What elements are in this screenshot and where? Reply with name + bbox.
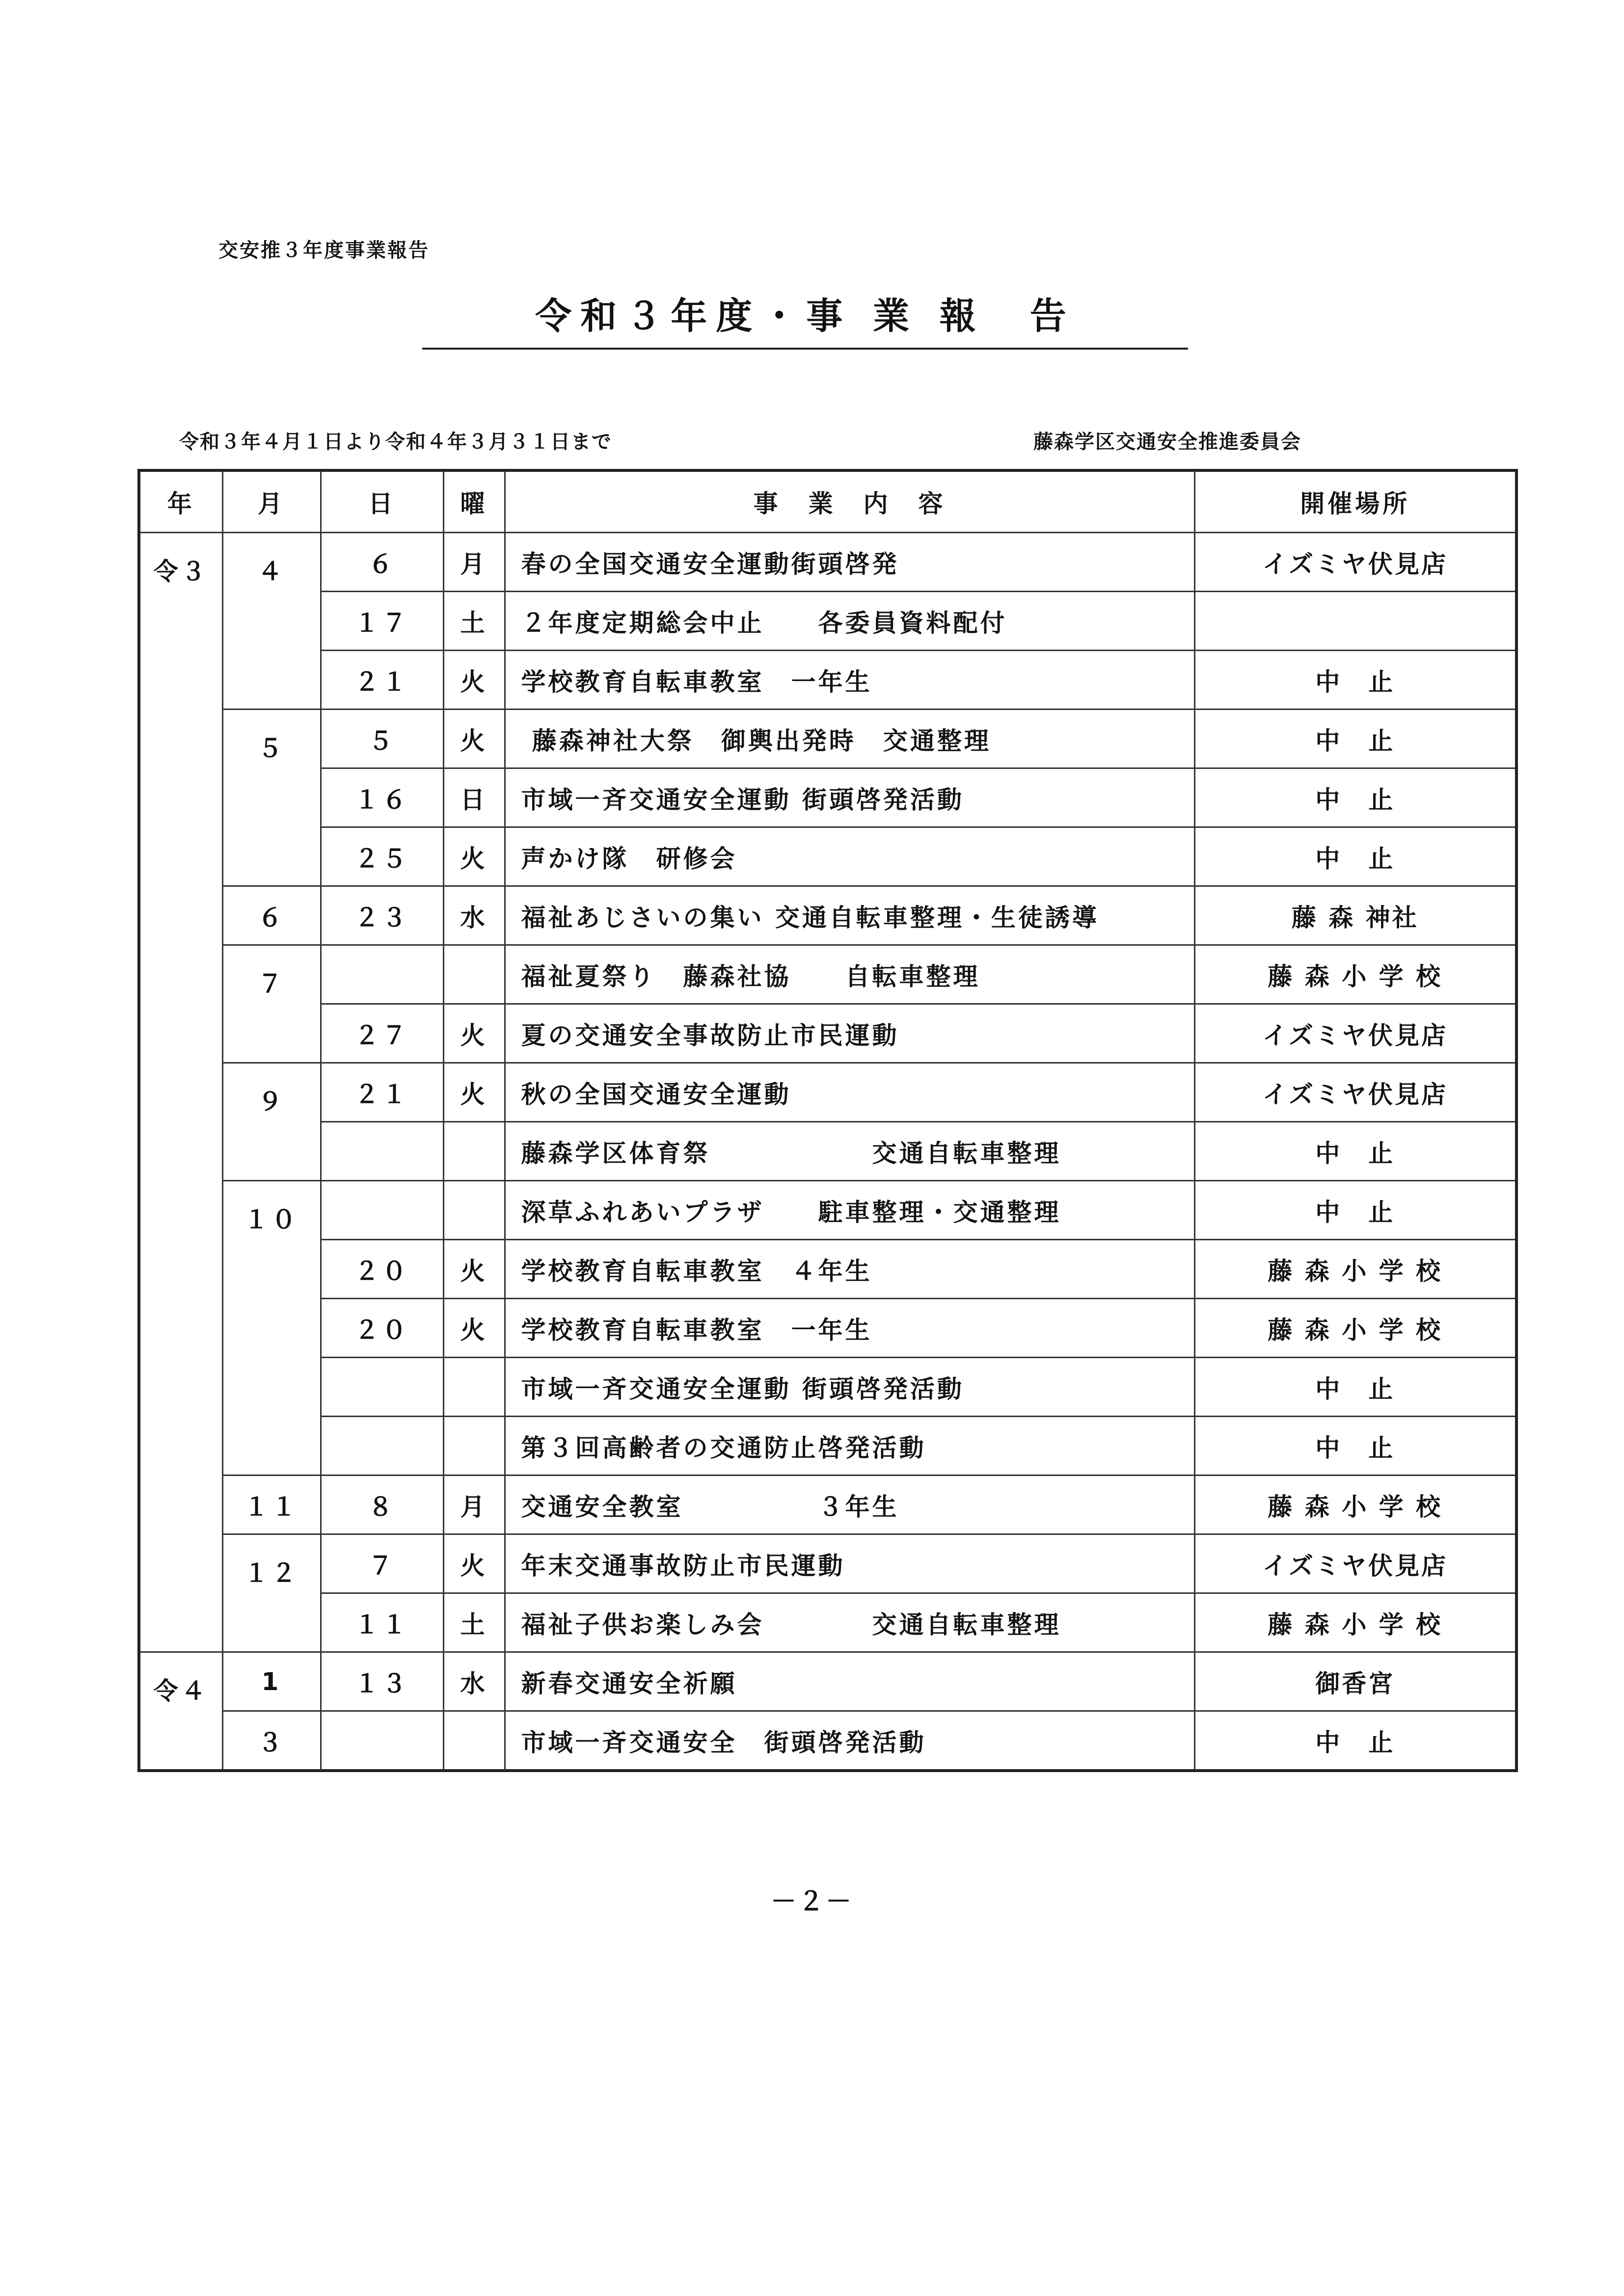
weekday-cell: 火 (443, 1240, 505, 1299)
weekday-cell: 火 (443, 1299, 505, 1358)
day-cell: ２１ (321, 1063, 443, 1122)
place-cell: イズミヤ伏見店 (1194, 1004, 1516, 1063)
content-cell: 秋の全国交通安全運動 (505, 1063, 1194, 1122)
weekday-cell: 土 (443, 592, 505, 651)
content-cell: 市域一斉交通安全運動 街頭啓発活動 (505, 1358, 1194, 1417)
month-cell: 1 (222, 1652, 321, 1711)
table-row (139, 592, 1516, 651)
day-cell: ２３ (321, 886, 443, 945)
content-cell: 藤森学区体育祭 交通自転車整理 (505, 1122, 1194, 1181)
column-header-year: 年 (139, 470, 222, 533)
table-row (139, 1652, 1516, 1711)
weekday-cell: 火 (443, 1004, 505, 1063)
day-cell (321, 1417, 443, 1476)
table-row (139, 651, 1516, 710)
place-cell: 中 止 (1194, 1122, 1516, 1181)
column-header-weekday: 曜 (443, 470, 505, 533)
month-cell: ３ (222, 1711, 321, 1771)
month-cell: ９ (222, 1063, 321, 1181)
place-cell: イズミヤ伏見店 (1194, 533, 1516, 592)
day-cell: １１ (321, 1593, 443, 1652)
weekday-cell (443, 1122, 505, 1181)
content-cell: 福祉夏祭り 藤森社協 自転車整理 (505, 945, 1194, 1004)
content-cell: ２年度定期総会中止 各委員資料配付 (505, 592, 1194, 651)
organization-name: 藤森学区交通安全推進委員会 (1033, 431, 1301, 453)
weekday-cell: 火 (443, 1063, 505, 1122)
place-cell: 中 止 (1194, 1711, 1516, 1771)
weekday-cell: 土 (443, 1593, 505, 1652)
day-cell (321, 1711, 443, 1771)
content-cell: 福祉あじさいの集い 交通自転車整理・生徒誘導 (505, 886, 1194, 945)
day-cell: ２７ (321, 1004, 443, 1063)
column-header-content: 事 業 内 容 (505, 470, 1194, 533)
weekday-cell: 火 (443, 710, 505, 768)
table-row (139, 1004, 1516, 1063)
page-number: －２－ (770, 1887, 853, 1916)
content-cell: 市域一斉交通安全 街頭啓発活動 (505, 1711, 1194, 1771)
weekday-cell: 水 (443, 1652, 505, 1711)
content-cell: 学校教育自転車教室 一年生 (505, 651, 1194, 710)
table-header-row (139, 470, 1516, 533)
place-cell: 藤 森 小 学 校 (1194, 1240, 1516, 1299)
weekday-cell: 月 (443, 1476, 505, 1534)
month-cell: １１ (222, 1476, 321, 1534)
content-cell: 学校教育自転車教室 ４年生 (505, 1240, 1194, 1299)
day-cell: ２０ (321, 1299, 443, 1358)
weekday-cell (443, 1181, 505, 1240)
month-cell: １２ (222, 1534, 321, 1652)
day-cell (321, 945, 443, 1004)
report-period: 令和３年４月１日より令和４年３月３１日まで (179, 431, 612, 453)
content-cell: 新春交通安全祈願 (505, 1652, 1194, 1711)
table-row (139, 1417, 1516, 1476)
table-row (139, 1593, 1516, 1652)
content-cell: 夏の交通安全事故防止市民運動 (505, 1004, 1194, 1063)
column-header-day: 日 (321, 470, 443, 533)
column-header-month: 月 (222, 470, 321, 533)
place-cell: 藤 森 小 学 校 (1194, 1593, 1516, 1652)
place-cell: 中 止 (1194, 710, 1516, 768)
month-cell: ７ (222, 945, 321, 1063)
content-cell: 声かけ隊 研修会 (505, 827, 1194, 886)
day-cell: １７ (321, 592, 443, 651)
day-cell: ２０ (321, 1240, 443, 1299)
place-cell: イズミヤ伏見店 (1194, 1534, 1516, 1593)
content-cell: 市域一斉交通安全運動 街頭啓発活動 (505, 768, 1194, 827)
place-cell: 藤 森 小 学 校 (1194, 1299, 1516, 1358)
table-row (139, 710, 1516, 768)
table-row (139, 1711, 1516, 1771)
place-cell: 藤 森 小 学 校 (1194, 945, 1516, 1004)
page-title: 令和３年度・事 業 報 告 (535, 295, 1075, 337)
month-cell: ５ (222, 710, 321, 886)
table-row (139, 827, 1516, 886)
weekday-cell: 日 (443, 768, 505, 827)
weekday-cell: 火 (443, 651, 505, 710)
place-cell (1194, 592, 1516, 651)
weekday-cell: 水 (443, 886, 505, 945)
month-cell: ４ (222, 533, 321, 710)
place-cell: 藤 森 神社 (1194, 886, 1516, 945)
table-row (139, 1534, 1516, 1593)
content-cell: 藤森神社大祭 御輿出発時 交通整理 (505, 710, 1194, 768)
table-row (139, 1299, 1516, 1358)
year-cell: 令３ (139, 533, 222, 1652)
table-row (139, 1122, 1516, 1181)
table-row (139, 1063, 1516, 1122)
table-row (139, 768, 1516, 827)
table-row (139, 1358, 1516, 1417)
table-row (139, 533, 1516, 592)
table-row (139, 1476, 1516, 1534)
place-cell: イズミヤ伏見店 (1194, 1063, 1516, 1122)
weekday-cell (443, 1358, 505, 1417)
weekday-cell: 火 (443, 827, 505, 886)
month-cell: １０ (222, 1181, 321, 1476)
place-cell: 中 止 (1194, 768, 1516, 827)
table-row (139, 945, 1516, 1004)
month-cell: ６ (222, 886, 321, 945)
day-cell: ６ (321, 533, 443, 592)
day-cell: ７ (321, 1534, 443, 1593)
day-cell: １６ (321, 768, 443, 827)
day-cell (321, 1358, 443, 1417)
table-row (139, 1181, 1516, 1240)
content-cell: 春の全国交通安全運動街頭啓発 (505, 533, 1194, 592)
place-cell: 中 止 (1194, 827, 1516, 886)
content-cell: 学校教育自転車教室 一年生 (505, 1299, 1194, 1358)
day-cell: ２１ (321, 651, 443, 710)
weekday-cell (443, 1711, 505, 1771)
day-cell: ５ (321, 710, 443, 768)
weekday-cell: 火 (443, 1534, 505, 1593)
weekday-cell (443, 1417, 505, 1476)
content-cell: 福祉子供お楽しみ会 交通自転車整理 (505, 1593, 1194, 1652)
place-cell: 御香宮 (1194, 1652, 1516, 1711)
document-id: 交安推３年度事業報告 (218, 239, 430, 262)
table-row (139, 1240, 1516, 1299)
content-cell: 深草ふれあいプラザ 駐車整理・交通整理 (505, 1181, 1194, 1240)
content-cell: 第３回高齢者の交通防止啓発活動 (505, 1417, 1194, 1476)
place-cell: 中 止 (1194, 1417, 1516, 1476)
activity-report-table (137, 469, 1518, 1772)
day-cell: １３ (321, 1652, 443, 1711)
table-row (139, 886, 1516, 945)
content-cell: 交通安全教室 ３年生 (505, 1476, 1194, 1534)
year-cell: 令４ (139, 1652, 222, 1771)
title-underline (422, 348, 1188, 350)
day-cell: ２５ (321, 827, 443, 886)
weekday-cell: 月 (443, 533, 505, 592)
place-cell: 藤 森 小 学 校 (1194, 1476, 1516, 1534)
weekday-cell (443, 945, 505, 1004)
day-cell: ８ (321, 1476, 443, 1534)
place-cell: 中 止 (1194, 651, 1516, 710)
place-cell: 中 止 (1194, 1358, 1516, 1417)
column-header-place: 開催場所 (1194, 470, 1516, 533)
content-cell: 年末交通事故防止市民運動 (505, 1534, 1194, 1593)
day-cell (321, 1122, 443, 1181)
day-cell (321, 1181, 443, 1240)
place-cell: 中 止 (1194, 1181, 1516, 1240)
